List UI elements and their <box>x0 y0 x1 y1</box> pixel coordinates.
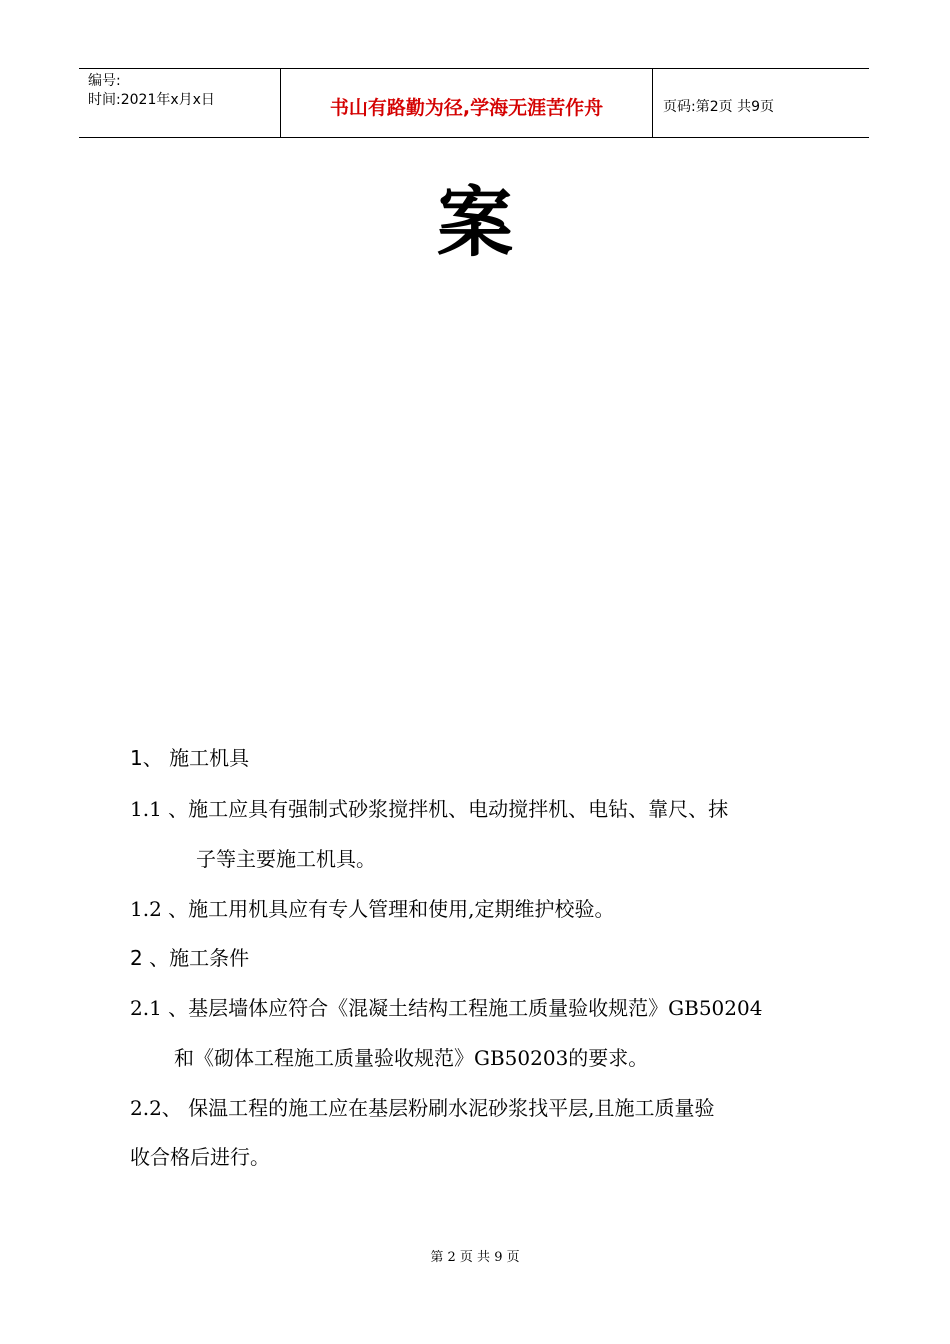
paragraph-2-1-line2: 和《砌体工程施工质量验收规范》GB50203的要求。 <box>174 1046 649 1070</box>
paragraph-1-1-line2: 子等主要施工机具。 <box>196 847 376 871</box>
paragraph-2-2-line2: 收合格后进行。 <box>130 1145 270 1169</box>
header-page-info: 页码:第2页 共9页 <box>663 99 774 115</box>
header-meta-cell <box>79 69 280 137</box>
paragraph-2-2-line1: 2.2、 保温工程的施工应在基层粉刷水泥砂浆找平层,且施工质量验 <box>130 1096 715 1120</box>
paragraph-2-1-line1: 2.1 、基层墙体应符合《混凝土结构工程施工质量验收规范》GB50204 <box>130 996 763 1020</box>
section-heading-1: 1、 施工机具 <box>130 746 250 770</box>
paragraph-1-2: 1.2 、施工用机具应有专人管理和使用,定期维护校验。 <box>130 897 615 921</box>
page-title: 案 <box>437 178 513 267</box>
header-motto: 书山有路勤为径,学海无涯苦作舟 <box>280 69 653 137</box>
section-heading-2: 2 、施工条件 <box>130 946 250 970</box>
header-table <box>79 68 869 138</box>
document-number-label: 编号: <box>88 73 121 89</box>
page-footer: 第 2 页 共 9 页 <box>430 1250 520 1265</box>
paragraph-1-1-line1: 1.1 、施工应具有强制式砂浆搅拌机、电动搅拌机、电钻、靠尺、抹 <box>130 797 729 821</box>
document-time-label: 时间:2021年x月x日 <box>88 92 215 108</box>
